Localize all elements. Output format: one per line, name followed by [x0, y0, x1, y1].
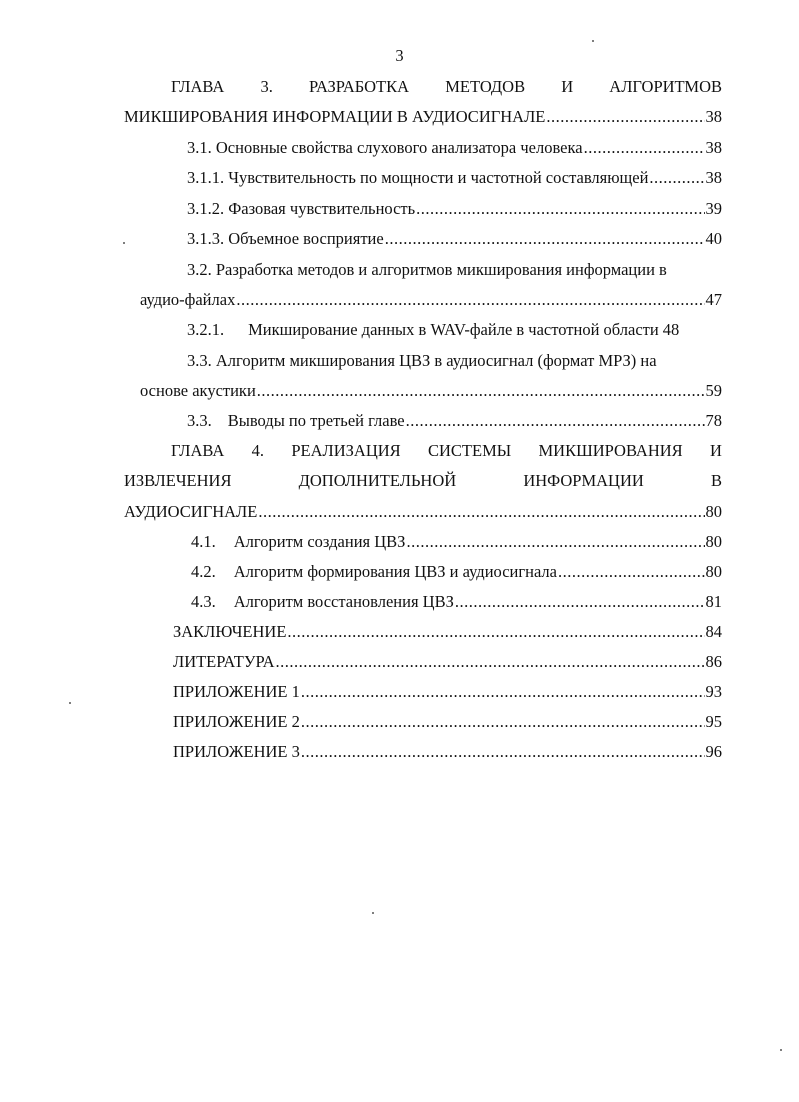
toc-entry-3-1-1: [187, 167, 722, 189]
toc-leader: [257, 380, 705, 402]
toc-page: 80: [705, 502, 722, 521]
toc-title: 3.1.1. Чувствительность по мощности и частотной составляющей: [187, 168, 649, 187]
toc-leader: [276, 651, 705, 673]
toc-title: основе акустики: [140, 381, 256, 400]
toc-entry-conclusion: [173, 621, 722, 643]
toc-chapter-3-line-2: [124, 106, 722, 128]
toc-title: Алгоритм создания ЦВЗ: [233, 532, 406, 551]
toc-chapter-4-line-1: [171, 440, 722, 462]
toc-word: И: [561, 77, 574, 96]
toc-chapter-3-line-1: [171, 76, 722, 98]
scan-speck: [69, 702, 71, 704]
toc-page: 48: [662, 320, 680, 339]
toc-entry-appendix-3: [173, 741, 722, 763]
toc-word: РАЗРАБОТКА: [308, 77, 410, 96]
toc-word: ГЛАВА: [171, 441, 225, 460]
toc-page: 38: [705, 107, 722, 126]
toc-leader: [455, 591, 705, 613]
toc-page: 95: [705, 712, 722, 731]
toc-number: 4.3.: [191, 592, 216, 611]
toc-entry-3-2-line-2: [140, 289, 722, 311]
toc-leader: [287, 621, 704, 643]
toc-entry-3-2-line-1: [187, 259, 722, 281]
toc-title: 3.1.3. Объемное восприятие: [187, 229, 384, 248]
toc-page: 47: [705, 290, 722, 309]
toc-entry-3-3-line-1: [187, 350, 722, 372]
toc-leader: [236, 289, 704, 311]
toc-entry-4-3: [191, 591, 722, 613]
toc-word: МЕТОДОВ: [445, 77, 526, 96]
toc-word: 4.: [251, 441, 265, 460]
toc-title: ЛИТЕРАТУРА: [173, 652, 275, 671]
toc-page: 78: [705, 411, 722, 430]
toc-word: И: [710, 441, 722, 460]
toc-title: Алгоритм восстановления ЦВЗ: [233, 592, 454, 611]
toc-word: ГЛАВА: [171, 77, 225, 96]
toc-chapter-4-line-3: [124, 501, 722, 523]
toc-page: 40: [705, 229, 722, 248]
toc-entry-3-3-conclusions: [187, 410, 722, 432]
toc-entry-3-1: [187, 137, 722, 159]
toc-leader: [416, 198, 704, 220]
toc-title: 3.2. Разработка методов и алгоритмов микширования информации в: [187, 260, 667, 279]
scan-speck: [592, 40, 594, 42]
toc-title: АУДИОСИГНАЛЕ: [124, 502, 258, 521]
toc-title: 3.1.2. Фазовая чувствительность: [187, 199, 416, 218]
toc-title: Микширование данных в WAV-файле в частотной области: [248, 320, 659, 339]
toc-entry-4-1: [191, 531, 722, 553]
toc-leader: [385, 228, 705, 250]
scan-speck: [372, 912, 374, 914]
toc-page: 93: [705, 682, 722, 701]
toc-page: 38: [705, 168, 722, 187]
toc-word: ДОПОЛНИТЕЛЬНОЙ: [298, 471, 457, 490]
toc-title: ПРИЛОЖЕНИЕ 1: [173, 682, 300, 701]
toc-number: 4.1.: [191, 532, 216, 551]
toc-leader: [406, 531, 704, 553]
toc-page: 84: [705, 622, 722, 641]
scan-speck: [123, 242, 125, 244]
toc-leader: [301, 711, 705, 733]
toc-word: 3.: [260, 77, 273, 96]
toc-entry-3-1-3: [187, 228, 722, 250]
toc-word: СИСТЕМЫ: [428, 441, 512, 460]
toc-entry-appendix-1: [173, 681, 722, 703]
toc-leader: [558, 561, 705, 583]
toc-leader: [584, 137, 705, 159]
toc-title: ПРИЛОЖЕНИЕ 3: [173, 742, 300, 761]
toc-entry-literature: [173, 651, 722, 673]
scan-speck: [780, 1049, 782, 1051]
toc-page: 38: [705, 138, 722, 157]
toc-page: 81: [705, 592, 722, 611]
toc-number: 3.3.: [187, 411, 212, 430]
toc-page: 80: [705, 532, 722, 551]
toc-leader: [649, 167, 704, 189]
toc-entry-3-2-1: [187, 319, 722, 341]
toc-leader: [258, 501, 704, 523]
toc-number: 3.2.1.: [187, 320, 225, 339]
toc-entry-appendix-2: [173, 711, 722, 733]
toc-word: МИКШИРОВАНИЯ: [538, 441, 683, 460]
toc-title: Выводы по третьей главе: [227, 411, 405, 430]
toc-chapter-4-line-2: [124, 470, 722, 492]
toc-title: 3.1. Основные свойства слухового анализатора человека: [187, 138, 583, 157]
toc-word: ИНФОРМАЦИИ: [523, 471, 644, 490]
toc-page: 96: [705, 742, 722, 761]
toc-title: 3.3. Алгоритм микширования ЦВЗ в аудиосигнал (формат МРЗ) на: [187, 351, 657, 370]
toc-title: ПРИЛОЖЕНИЕ 2: [173, 712, 300, 731]
toc-leader: [301, 741, 705, 763]
page-number: 3: [395, 46, 404, 65]
toc-word: АЛГОРИТМОВ: [609, 77, 722, 96]
toc-title: Алгоритм формирования ЦВЗ и аудиосигнала: [233, 562, 557, 581]
toc-number: 4.2.: [191, 562, 216, 581]
toc-page: 59: [705, 381, 722, 400]
toc-page: 86: [705, 652, 722, 671]
toc-title: аудио-файлах: [140, 290, 236, 309]
toc-word: РЕАЛИЗАЦИЯ: [291, 441, 401, 460]
toc-word: ИЗВЛЕЧЕНИЯ: [124, 471, 232, 490]
toc-page: 80: [705, 562, 722, 581]
toc-page: 39: [705, 199, 722, 218]
toc-entry-4-2: [191, 561, 722, 583]
toc-entry-3-3-line-2: [140, 380, 722, 402]
toc-word: В: [710, 471, 722, 490]
toc-title: ЗАКЛЮЧЕНИЕ: [173, 622, 287, 641]
toc-entry-3-1-2: [187, 198, 722, 220]
toc-leader: [406, 410, 705, 432]
toc-leader: [301, 681, 705, 703]
toc-leader: [546, 106, 704, 128]
toc-title: МИКШИРОВАНИЯ ИНФОРМАЦИИ В АУДИОСИГНАЛЕ: [124, 107, 546, 126]
